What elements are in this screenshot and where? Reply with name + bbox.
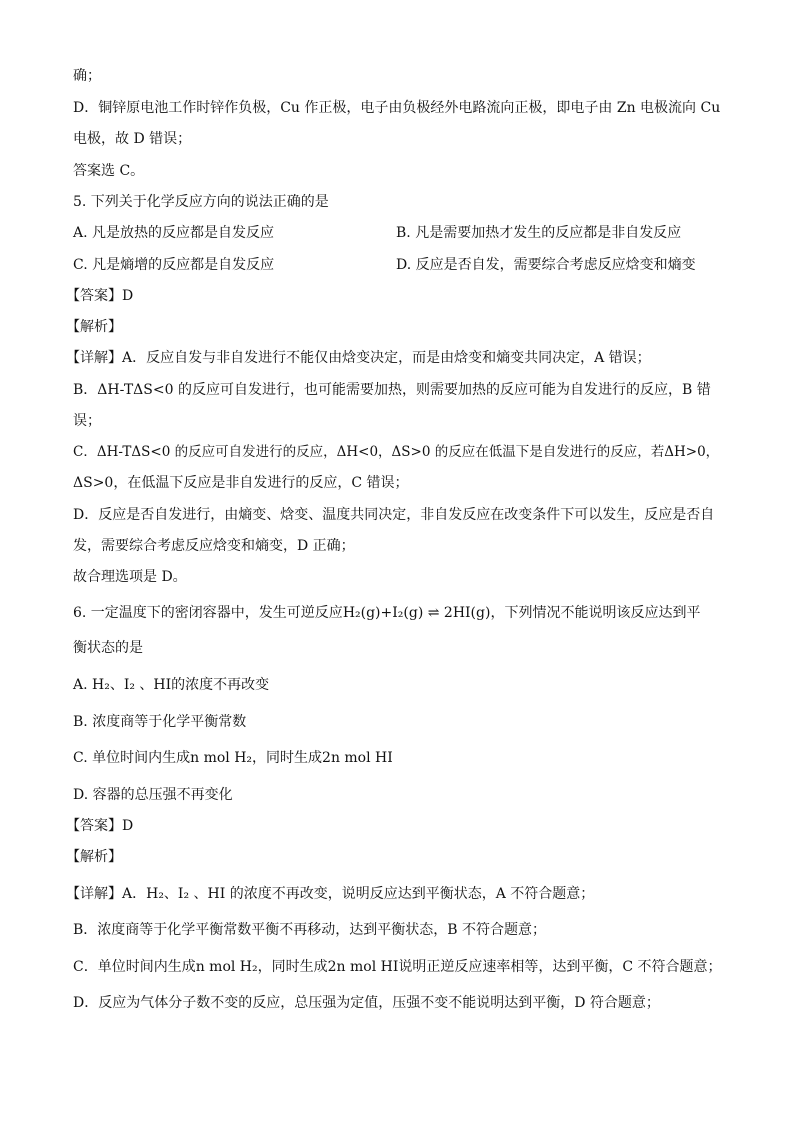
q6-stem-text: 6. 一定温度下的密闭容器中，发生可逆反应 bbox=[73, 605, 343, 621]
q6-detail-b: B．浓度商等于化学平衡常数平衡不再移动，达到平衡状态，B 不符合题意； bbox=[73, 922, 547, 938]
q5-detail-d: D．反应是否自发进行，由熵变、焓变、温度共同决定，非自发反应在改变条件下可以发生，反应是否自 bbox=[73, 507, 715, 523]
q6-detail-d: D．反应为气体分子数不变的反应，总压强为定值，压强不变不能说明达到平衡，D 符合题意； bbox=[73, 995, 660, 1011]
q5-detail-c: C．ΔH-TΔS<0 的反应可自发进行的反应，ΔH<0，ΔS>0 的反应在低温下是自发进行的反应，若ΔH>0， bbox=[73, 444, 720, 460]
q6-option-c: C. 单位时间内生成n mol H₂，同时生成2n mol HI bbox=[73, 750, 393, 766]
q5-option-c: C. 凡是熵增的反应都是自发反应 bbox=[73, 257, 275, 273]
q6-stem-text: ，下列情况不能说明该反应达到平 bbox=[490, 605, 701, 621]
q5-detail-b: 误； bbox=[73, 413, 101, 429]
q6-analysis-heading: 【解析】 bbox=[66, 849, 122, 865]
q5-conclusion: 故合理选项是 D。 bbox=[73, 569, 187, 585]
q6-option-d: D. 容器的总压强不再变化 bbox=[73, 787, 233, 803]
q6-equation: H₂(g)+I₂(g) ⇌ 2HI(g) bbox=[342, 605, 491, 621]
q5-detail-a: 【详解】A．反应自发与非自发进行不能仅由焓变决定，而是由焓变和熵变共同决定，A 错误； bbox=[66, 350, 651, 366]
text-line: 确； bbox=[73, 68, 101, 84]
q6-option-a: A. H₂、I₂ 、HI的浓度不再改变 bbox=[73, 677, 270, 693]
q6-detail-a: 【详解】A．H₂、I₂ 、HI 的浓度不再改变，说明反应达到平衡状态，A 不符合题意； bbox=[66, 886, 595, 902]
q6-option-b: B. 浓度商等于化学平衡常数 bbox=[73, 714, 247, 730]
q5-detail-d: 发，需要综合考虑反应焓变和熵变，D 正确； bbox=[73, 538, 355, 554]
question-6-stem bbox=[73, 603, 700, 623]
text-line: D．铜锌原电池工作时锌作负极，Cu 作正极，电子由负极经外电路流向正极，即电子由 Zn 电极流向 Cu bbox=[73, 100, 721, 116]
q6-answer: 【答案】D bbox=[66, 818, 134, 834]
q5-option-b: B. 凡是需要加热才发生的反应都是非自发反应 bbox=[396, 225, 682, 241]
q5-detail-c: ΔS>0，在低温下反应是非自发进行的反应，C 错误； bbox=[73, 475, 409, 491]
question-6-stem: 衡状态的是 bbox=[73, 640, 143, 656]
q5-option-d: D. 反应是否自发，需要综合考虑反应焓变和熵变 bbox=[396, 257, 696, 273]
text-line: 电极，故 D 错误； bbox=[73, 131, 192, 147]
q5-analysis-heading: 【解析】 bbox=[66, 319, 122, 335]
q5-option-a: A. 凡是放热的反应都是自发反应 bbox=[73, 225, 275, 241]
q5-detail-b: B．ΔH-TΔS<0 的反应可自发进行，也可能需要加热，则需要加热的反应可能为自发进行的反应，B 错 bbox=[73, 382, 711, 398]
q6-detail-c: C．单位时间内生成n mol H₂，同时生成2n mol HI说明正逆反应速率相等，达到平衡，C 不符合题意； bbox=[73, 959, 722, 975]
question-5-stem: 5. 下列关于化学反应方向的说法正确的是 bbox=[73, 194, 329, 210]
text-line: 答案选 C。 bbox=[73, 163, 145, 179]
q5-answer: 【答案】D bbox=[66, 288, 134, 304]
